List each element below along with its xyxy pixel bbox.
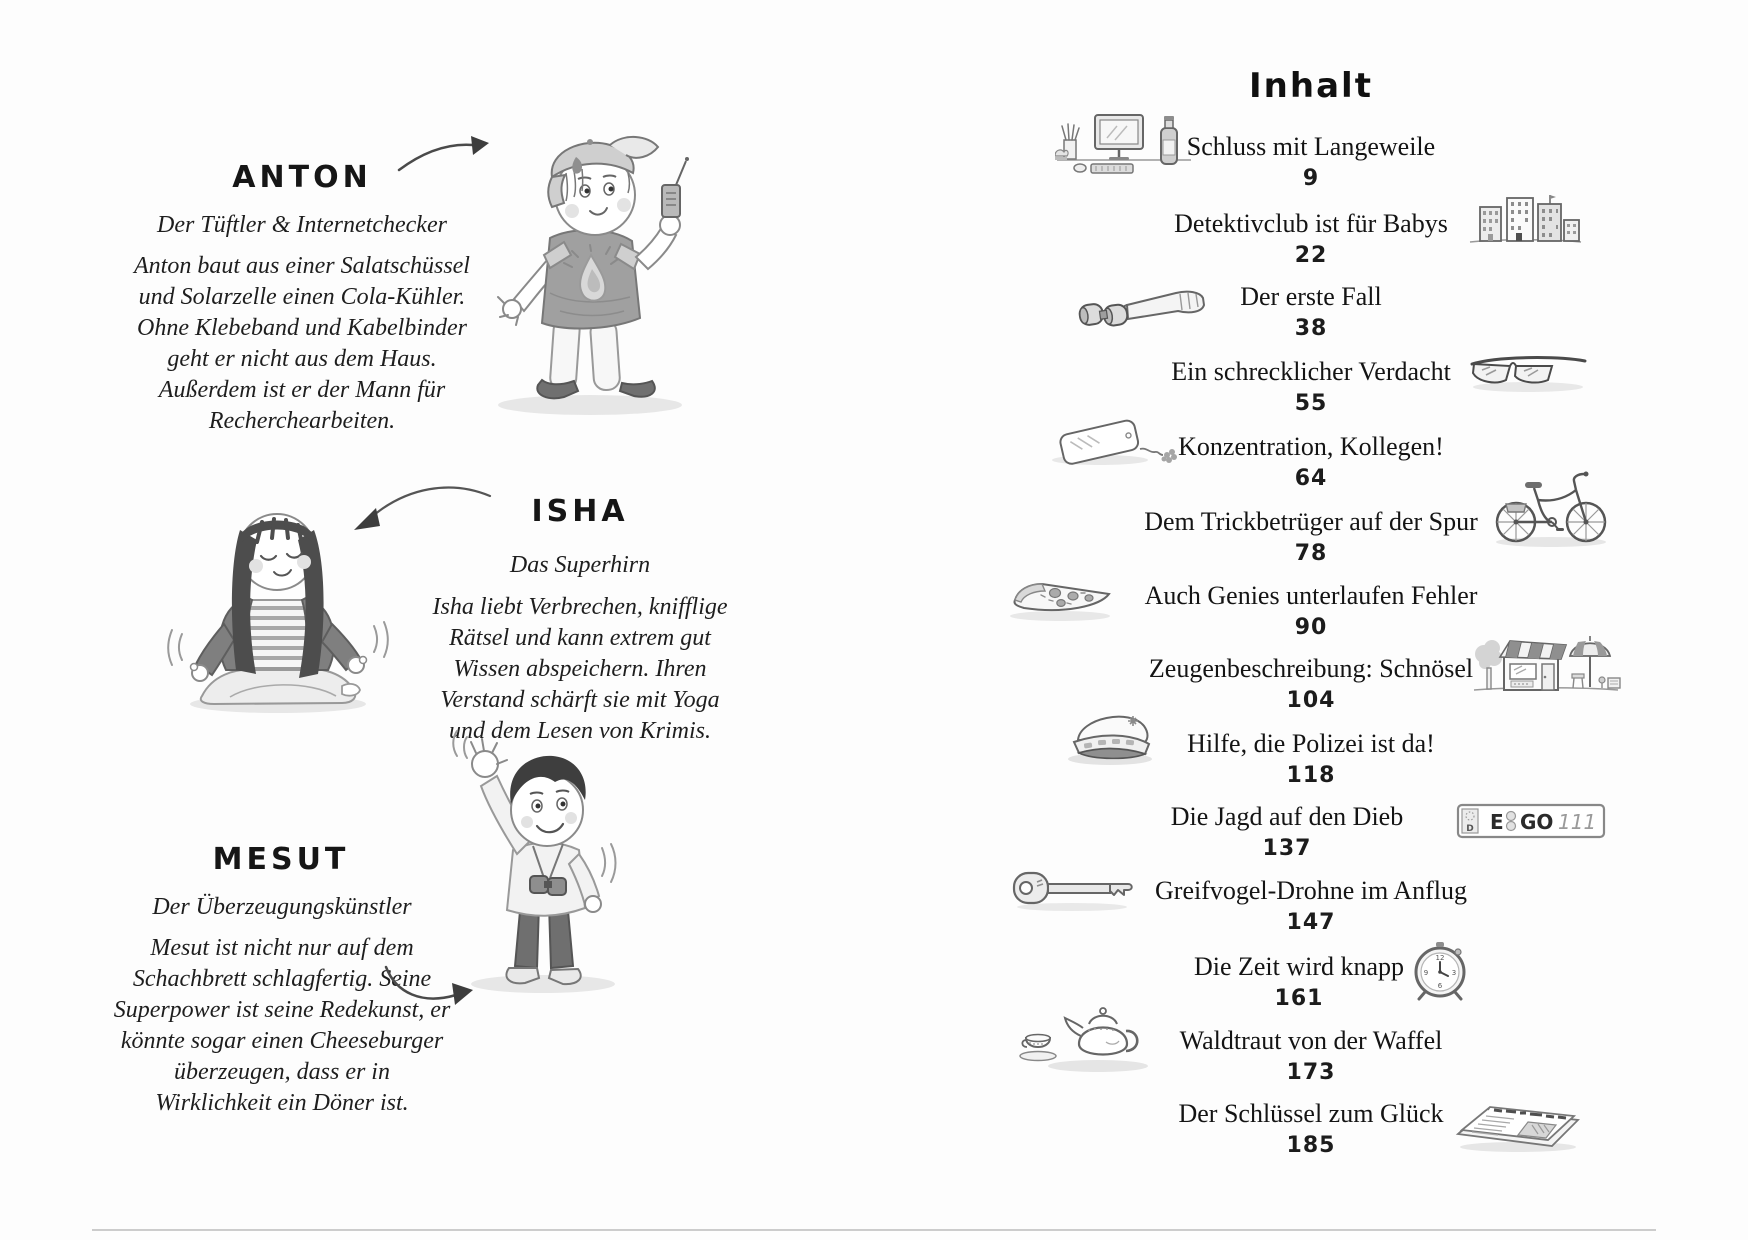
toc-entry-title: Zeugenbeschreibung: Schnösel: [1148, 654, 1474, 683]
mesut-illustration: [445, 728, 645, 1000]
plate-prefix: E: [1490, 810, 1504, 834]
kiosk-icon: [1470, 628, 1622, 698]
character-desc-isha: [415, 592, 745, 747]
toc-entry-title: Die Zeit wird knapp: [1193, 952, 1405, 981]
key-icon: [1010, 865, 1140, 913]
desc-line: Superpower ist seine Redekunst, er: [113, 997, 451, 1023]
toc-entry-title: Die Jagd auf den Dieb: [1170, 802, 1404, 831]
police-cap-icon: [1060, 706, 1165, 766]
desc-line: geht er nicht aus dem Haus.: [167, 346, 437, 372]
desc-line: Schachbrett schlagfertig. Seine: [132, 966, 432, 992]
toc-entry-page: 104: [1286, 688, 1336, 713]
character-role-mesut: Der Überzeugungskünstler: [152, 894, 412, 920]
toc-entry: [1092, 504, 1530, 567]
toc-entry-page: 185: [1286, 1133, 1336, 1158]
isha-illustration: [160, 500, 395, 720]
sunglasses-icon: [1466, 352, 1591, 394]
desc-line: Außerdem ist er der Mann für: [158, 377, 446, 403]
desc-line: Rätsel und kann extrem gut: [449, 625, 711, 651]
plate-letters: GO: [1520, 810, 1554, 834]
desc-line: Isha liebt Verbrechen, knifflige: [432, 594, 728, 620]
desc-line: Mesut ist nicht nur auf dem: [150, 935, 414, 961]
arrow-to-anton-icon: [395, 128, 490, 178]
toc-entry: [1092, 651, 1530, 714]
alarm-clock-icon: [1398, 940, 1483, 1002]
character-role-anton: Der Tüftler & Internetchecker: [157, 212, 447, 238]
toc-entry: [1092, 354, 1530, 417]
newspaper-icon: [1452, 1092, 1584, 1154]
plate-number: 111: [1558, 810, 1597, 834]
toc-entry-title: Konzentration, Kollegen!: [1178, 432, 1444, 461]
toc-entry-title: Dem Trickbetrüger auf der Spur: [1144, 507, 1478, 536]
city-buildings-icon: [1468, 192, 1583, 248]
clock-numeral-12: 12: [1435, 954, 1445, 962]
license-plate-icon: [1456, 803, 1606, 839]
toc-entry-page: 147: [1286, 910, 1336, 935]
toc-entry-page: 64: [1294, 466, 1328, 491]
toc-entry-title: Greifvogel-Drohne im Anflug: [1155, 876, 1467, 905]
pizza-slice-icon: [1005, 573, 1123, 623]
toc-entry-page: 55: [1294, 391, 1328, 416]
toc-entry-page: 173: [1286, 1060, 1336, 1085]
desc-line: Anton baut aus einer Salatschüssel: [134, 253, 470, 279]
toc-entry: [1092, 1023, 1530, 1086]
bicycle-icon: [1492, 462, 1610, 548]
teapot-and-cup-icon: [1018, 1000, 1156, 1075]
toc-entry-page: 9: [1302, 166, 1320, 191]
character-desc-anton: [117, 251, 487, 437]
computer-desk-icon: [1055, 108, 1195, 178]
toc-entry: [1092, 206, 1530, 269]
toc-entry: [1092, 873, 1530, 936]
toc-entry-page: 118: [1286, 763, 1336, 788]
desc-line: und Solarzelle einen Cola-Kühler.: [138, 284, 466, 310]
page-bottom-rule: [92, 1229, 1656, 1231]
toc-entry-title: Waldtraut von der Waffel: [1179, 1026, 1443, 1055]
toc-entry-page: 22: [1294, 243, 1328, 268]
toc-entry-page: 137: [1262, 836, 1312, 861]
clock-numeral-3: 3: [1451, 969, 1457, 977]
anton-illustration: [490, 133, 705, 423]
toc-entry-title: Der Schlüssel zum Glück: [1178, 1099, 1444, 1128]
character-role-isha: Das Superhirn: [509, 552, 651, 578]
toc-entry-page: 161: [1274, 986, 1324, 1011]
toc-entry-title: Der erste Fall: [1240, 282, 1382, 311]
character-name-anton: ANTON: [232, 160, 372, 195]
binoculars-and-flashlight-icon: [1072, 283, 1212, 335]
toc-entry-page: 90: [1294, 615, 1328, 640]
toc-entry: [1068, 799, 1506, 862]
toc-entry-title: Auch Genies unterlaufen Fehler: [1144, 581, 1478, 610]
desc-line: Ohne Klebeband und Kabelbinder: [137, 315, 467, 341]
toc-entry-title: Hilfe, die Polizei ist da!: [1187, 729, 1435, 758]
toc-entry-title: Ein schrecklicher Verdacht: [1171, 357, 1451, 386]
toc-title: Inhalt: [1249, 66, 1373, 106]
desc-line: Wissen abspeichern. Ihren: [453, 656, 707, 682]
desc-line: und dem Lesen von Krimis.: [449, 718, 711, 744]
desc-line: überzeugen, dass er in: [174, 1059, 390, 1085]
toc-entry-page: 38: [1294, 316, 1328, 341]
toc-entry: [1092, 578, 1530, 641]
toc-entry-page: 78: [1294, 541, 1328, 566]
character-name-mesut: MESUT: [212, 842, 350, 877]
desc-line: Verstand schärft sie mit Yoga: [440, 687, 720, 713]
desc-line: Wirklichkeit ein Döner ist.: [155, 1090, 409, 1116]
desc-line: Recherchearbeiten.: [208, 408, 396, 434]
clock-numeral-9: 9: [1423, 969, 1429, 977]
desc-line: könnte sogar einen Cheeseburger: [120, 1028, 444, 1054]
toc-entry-title: Schluss mit Langeweile: [1186, 132, 1436, 161]
toc-entry-title: Detektivclub ist für Babys: [1174, 209, 1448, 238]
character-name-isha: ISHA: [531, 494, 629, 529]
smartphone-with-charm-icon: [1045, 415, 1180, 467]
clock-numeral-6: 6: [1437, 982, 1443, 990]
plate-country-badge: D: [1466, 824, 1474, 834]
